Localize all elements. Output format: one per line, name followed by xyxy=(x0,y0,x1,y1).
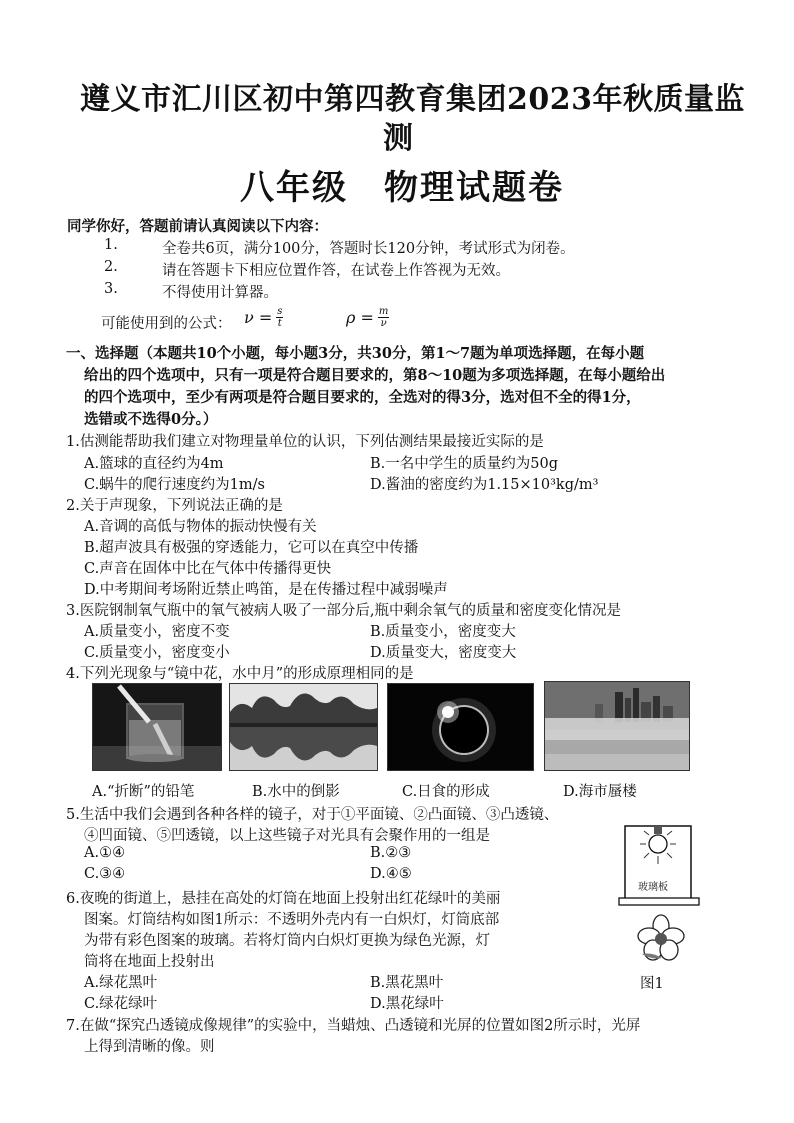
option-d: D.质量变大，密度变大 xyxy=(370,645,517,661)
notice-item-num: 1. xyxy=(104,237,118,253)
option-b: B.一名中学生的质量约为50g xyxy=(370,456,558,472)
notice-heading: 同学你好，答题前请认真阅读以下内容： xyxy=(67,218,328,235)
question-2-stem: 2.关于声现象，下列说法正确的是 xyxy=(66,498,283,514)
solar-eclipse-photo xyxy=(387,683,534,771)
section-heading: 一、选择题（本题共10个小题，每小题3分，共30分，第1～7题为单项选择题，在每小题 xyxy=(66,345,645,362)
option-c: C.声音在固体中比在气体中传播得更快 xyxy=(84,561,332,577)
lamp-housing-figure xyxy=(616,822,702,912)
option-b: B.质量变小，密度变大 xyxy=(370,624,516,640)
option-d: D.④⑤ xyxy=(370,866,412,882)
option-b: B.黑花黑叶 xyxy=(370,975,444,991)
question-5-stem-line: ④凹面镜、⑤凹透镜，以上这些镜子对光具有会聚作用的一组是 xyxy=(84,828,490,844)
option-b: B.水中的倒影 xyxy=(252,784,340,800)
speed-formula xyxy=(244,306,283,329)
lamp-housing-diagram xyxy=(616,822,702,912)
option-d: D.中考期间考场附近禁止鸣笛，是在传播过程中减弱噪声 xyxy=(84,582,448,598)
flower-icon xyxy=(632,914,690,964)
formula-label: 可能使用到的公式： xyxy=(101,316,232,332)
option-d: D.酱油的密度约为1.15×10³kg/m³ xyxy=(370,477,599,493)
option-c: C.绿花绿叶 xyxy=(84,996,158,1012)
question-6-stem: 6.夜晚的街道上，悬挂在高处的灯筒在地面上投射出红花绿叶的美丽 xyxy=(66,891,501,907)
option-a: A.音调的高低与物体的振动快慢有关 xyxy=(84,519,317,535)
option-c: C.③④ xyxy=(84,866,126,882)
notice-item-num: 2. xyxy=(104,259,118,275)
question-4-stem: 4.下列光现象与“镜中花，水中月”的形成原理相同的是 xyxy=(66,666,414,682)
question-6-stem-line: 图案。灯筒结构如图1所示：不透明外壳内有一白炽灯，灯筒底部 xyxy=(84,912,500,928)
water-reflection-photo xyxy=(229,683,378,771)
figure-1-caption: 图1 xyxy=(640,976,664,992)
document-title: 遵义市汇川区初中第四教育集团2023年秋质量监 xyxy=(80,82,745,117)
section-heading-line: 给出的四个选项中，只有一项是符合题目要求的，第8～10题为多项选择题，在每小题给出 xyxy=(84,367,666,384)
option-b: B.②③ xyxy=(370,845,412,861)
section-heading-line: 选错或不选得0分。） xyxy=(84,411,218,428)
notice-item-num: 3. xyxy=(104,281,118,297)
glass-plate-label: 玻璃板 xyxy=(638,882,668,893)
option-a: A.质量变小，密度不变 xyxy=(84,624,230,640)
question-3-stem: 3.医院钢制氧气瓶中的氧气被病人吸了一部分后,瓶中剩余氧气的质量和密度变化情况是 xyxy=(66,603,621,619)
formula-fraction xyxy=(378,306,389,329)
formula-lhs: ρ = xyxy=(346,308,374,327)
option-d: D.黑花绿叶 xyxy=(370,996,444,1012)
solar-eclipse-image xyxy=(388,684,533,770)
option-b: B.超声波具有极强的穿透能力，它可以在真空中传播 xyxy=(84,540,419,556)
option-c: C.日食的形成 xyxy=(402,784,490,800)
question-7-stem: 7.在做“探究凸透镜成像规律”的实验中，当蜡烛、凸透镜和光屏的位置如图2所示时，光屏 xyxy=(66,1018,641,1034)
question-1-stem: 1.估测能帮助我们建立对物理量单位的认识，下列估测结果最接近实际的是 xyxy=(66,434,544,450)
formula-numerator: m xyxy=(378,306,389,317)
question-6-stem-line: 筒将在地面上投射出 xyxy=(84,954,215,970)
question-5-stem: 5.生活中我们会遇到各种各样的镜子，对于①平面镜、②凸面镜、③凸透镜、 xyxy=(66,807,559,823)
option-a: A.篮球的直径约为4m xyxy=(84,456,224,472)
option-a: A.“折断”的铅笔 xyxy=(92,784,195,800)
question-6-stem-line: 为带有彩色图案的玻璃。若将灯筒内白炽灯更换为绿色光源，灯 xyxy=(84,933,490,949)
density-formula xyxy=(346,306,389,329)
formula-lhs: ν = xyxy=(244,308,273,327)
option-a: A.①④ xyxy=(84,845,126,861)
formula-fraction xyxy=(276,306,283,329)
formula-denominator: ν xyxy=(380,318,387,329)
mirage-image xyxy=(545,682,689,770)
option-d: D.海市蜃楼 xyxy=(563,784,637,800)
question-7-stem-line: 上得到清晰的像。则 xyxy=(84,1039,215,1055)
document-subtitle: 八年级 物理试题卷 xyxy=(240,168,564,208)
option-a: A.绿花黑叶 xyxy=(84,975,158,991)
section-heading-line: 的四个选项中，至少有两项是符合题目要求的，全选对的得3分，选对但不全的得1分， xyxy=(84,389,641,406)
formula-numerator: s xyxy=(277,306,283,317)
document-title-continued: 测 xyxy=(383,121,414,156)
notice-item: 全卷共6页，满分100分，答题时长120分钟，考试形式为闭卷。 xyxy=(162,241,575,257)
formula-denominator: t xyxy=(277,318,282,329)
notice-item: 请在答题卡下相应位置作答，在试卷上作答视为无效。 xyxy=(162,263,510,279)
water-reflection-image xyxy=(230,684,377,770)
mirage-photo xyxy=(544,681,690,771)
notice-item: 不得使用计算器。 xyxy=(162,285,278,301)
option-c: C.蜗牛的爬行速度约为1m/s xyxy=(84,477,265,493)
flower-pattern-figure xyxy=(632,914,690,964)
option-c: C.质量变小，密度变小 xyxy=(84,645,230,661)
bent-pencil-image xyxy=(93,684,221,770)
bent-pencil-photo xyxy=(92,683,222,771)
